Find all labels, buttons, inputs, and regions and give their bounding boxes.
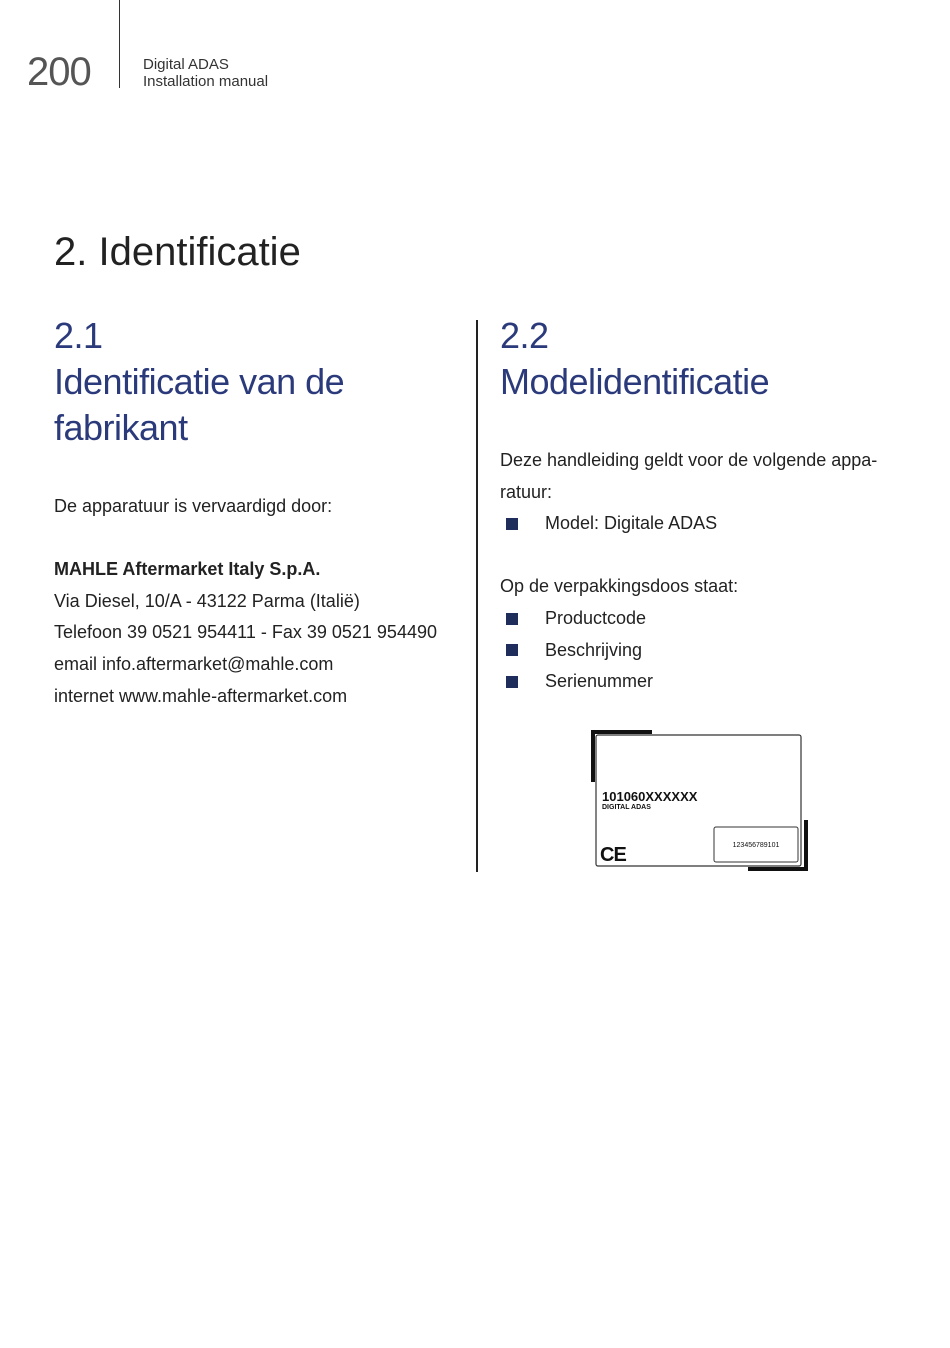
document-title-line1: Digital ADAS	[143, 56, 229, 73]
packaging-label-illustration	[588, 728, 812, 872]
section-number: 2.1	[54, 315, 103, 356]
chapter-title: 2. Identificatie	[54, 230, 301, 274]
bullet-square-icon	[506, 518, 518, 530]
label-product-code: 101060XXXXXX	[602, 789, 698, 804]
company-website: internet www.mahle-aftermarket.com	[54, 685, 348, 706]
page-number: 200	[27, 50, 91, 94]
list-item	[500, 666, 905, 698]
label-serial-number: 123456789101	[732, 842, 780, 849]
company-email: email info.aftermarket@mahle.com	[54, 653, 334, 674]
company-name: MAHLE Aftermarket Italy S.p.A.	[54, 559, 321, 580]
intro-text-line1: Deze handleiding geldt voor de volgende appa-	[500, 450, 878, 470]
section-number: 2.2	[500, 315, 549, 356]
bullet-square-icon	[506, 676, 518, 688]
list-item	[500, 603, 905, 635]
section-title: Modelidentificatie	[500, 361, 770, 402]
list-item	[500, 508, 905, 540]
list-item-label: Productcode	[545, 607, 647, 628]
intro-text: De apparatuur is vervaardigd door:	[54, 496, 333, 516]
model-info	[500, 445, 905, 698]
company-address: Via Diesel, 10/A - 43122 Parma (Italië)	[54, 590, 360, 611]
section-model	[500, 313, 905, 698]
section-manufacturer	[54, 313, 464, 712]
document-title	[143, 56, 268, 90]
intro-text-line2: ratuur:	[500, 481, 553, 502]
header-divider	[119, 0, 120, 88]
manufacturer-info	[54, 491, 464, 712]
document-title-line2: Installation manual	[143, 73, 269, 90]
bullet-square-icon	[506, 644, 518, 656]
bullet-square-icon	[506, 613, 518, 625]
box-intro-text: Op de verpakkingsdoos staat:	[500, 576, 739, 597]
list-item-label: Serienummer	[545, 671, 654, 692]
column-divider	[476, 320, 478, 872]
list-item-label: Beschrijving	[545, 639, 643, 660]
section-title: Identificatie van de fabrikant	[54, 361, 345, 448]
label-description: DIGITAL ADAS	[602, 804, 651, 811]
list-item	[500, 635, 905, 667]
list-item-label: Model: Digitale ADAS	[545, 513, 718, 534]
ce-mark-icon: CE	[600, 844, 626, 866]
company-phone: Telefoon 39 0521 954411 - Fax 39 0521 954490	[54, 622, 437, 643]
